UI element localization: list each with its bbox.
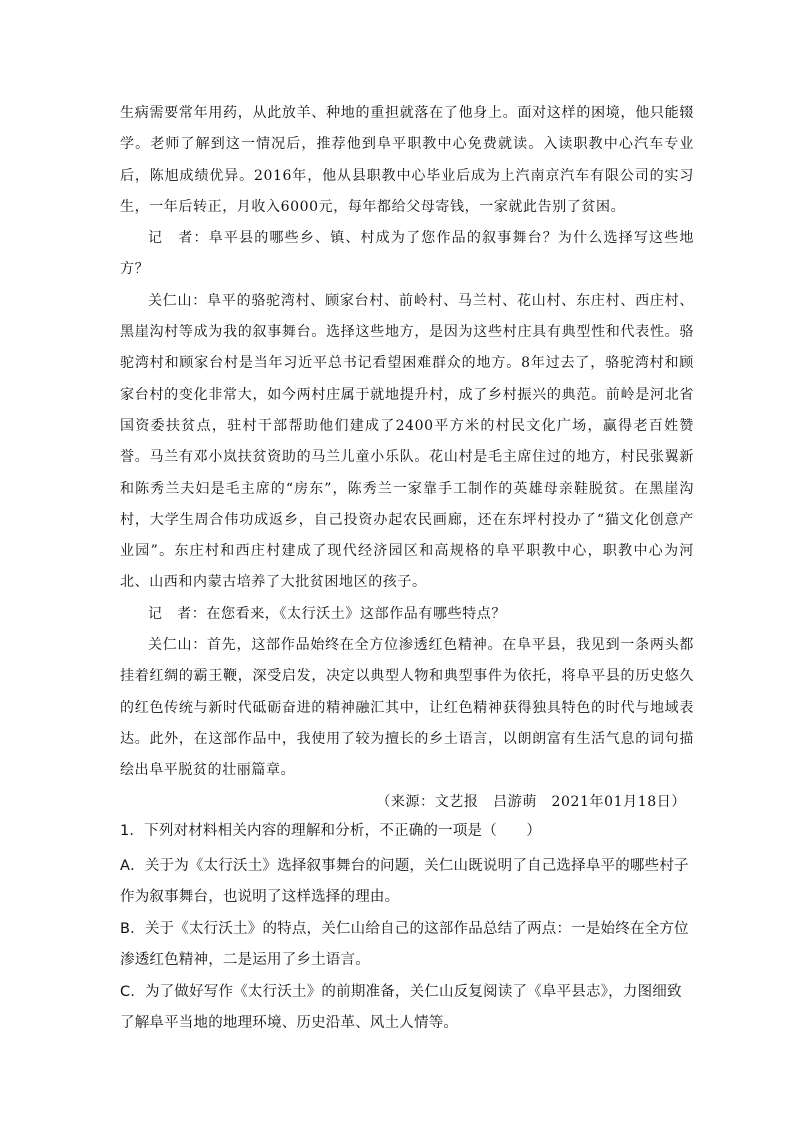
reporter-question-2: 记 者：在您看来，《太行沃土》这部作品有哪些特点？: [148, 605, 506, 622]
article-source: （来源：文艺报 吕游萌 2021年01月18日）: [376, 793, 686, 810]
question-stem: 1．下列对材料相关内容的理解和分析，不正确的一项是（ ）: [120, 823, 542, 839]
article-body: [120, 98, 694, 818]
question-1: [120, 816, 694, 1040]
option-b: B．关于《太行沃土》的特点，关仁山给自己的这部作品总结了两点：一是始终在全方位渗透红色精神，二是运用了乡土语言。: [120, 920, 689, 968]
author-answer-1: 关仁山：阜平的骆驼湾村、顾家台村、前岭村、马兰村、花山村、东庄村、西庄村、黑崖沟村等成为我的叙事舞台。选择这些地方，是因为这些村庄具有典型性和代表性。骆驼湾村和顾家台村是当年习近平总书记看望困难群众的地方。8年过去了，骆驼湾村和顾家台村的变化非常大，如今两村庄属于就地提升村，成了乡村振兴的典范。前岭是河北省国资委扶贫点，驻村干部帮助他们建成了2400平方米的村民文化广场，赢得老百姓赞誉。马兰有邓小岚扶贫资助的马兰儿童小乐队。花山村是毛主席住过的地方，村民张翼新和陈秀兰夫妇是毛主席的“房东”，陈秀兰一家靠手工制作的英雄母亲鞋脱贫。在黑崖沟村，大学生周合伟功成返乡，自己投资办起农民画廊，还在东坪村投办了“猫文化创意产业园”。东庄村和西庄村建成了现代经济园区和高规格的阜平职教中心，职教中心为河北、山西和内蒙古培养了大批贫困地区的孩子。: [120, 292, 694, 591]
author-answer-2: 关仁山：首先，这部作品始终在全方位渗透红色精神。在阜平县，我见到一条两头都挂着红绸的霸王鞭，深受启发，决定以典型人物和典型事件为依托，将阜平县的历史悠久的红色传统与新时代砥砺奋进的精神融汇其中，让红色精神获得独具特色的时代与地域表达。此外，在这部作品中，我使用了较为擅长的乡土语言，以朗朗富有生活气息的词句描绘出阜平脱贫的壮丽篇章。: [120, 637, 694, 779]
option-a: A．关于为《太行沃土》选择叙事舞台的问题，关仁山既说明了自己选择阜平的哪些村子作为叙事舞台，也说明了这样选择的理由。: [120, 857, 689, 905]
option-c: C．为了做好写作《太行沃土》的前期准备，关仁山反复阅读了《阜平县志》，力图细致了解阜平当地的地理环境、历史沿革、风土人情等。: [120, 983, 682, 1031]
reporter-question-1: 记 者：阜平县的哪些乡、镇、村成为了您作品的叙事舞台？为什么选择写这些地方？: [120, 230, 694, 278]
article-paragraph-1: 生病需要常年用药，从此放羊、种地的重担就落在了他身上。面对这样的困境，他只能辍学。老师了解到这一情况后，推荐他到阜平职教中心免费就读。入读职教中心汽车专业后，陈旭成绩优异。2016年，他从县职教中心毕业后成为上汽南京汽车有限公司的实习生，一年后转正，月收入6000元，每年都给父母寄钱，一家就此告别了贫困。: [120, 105, 694, 215]
